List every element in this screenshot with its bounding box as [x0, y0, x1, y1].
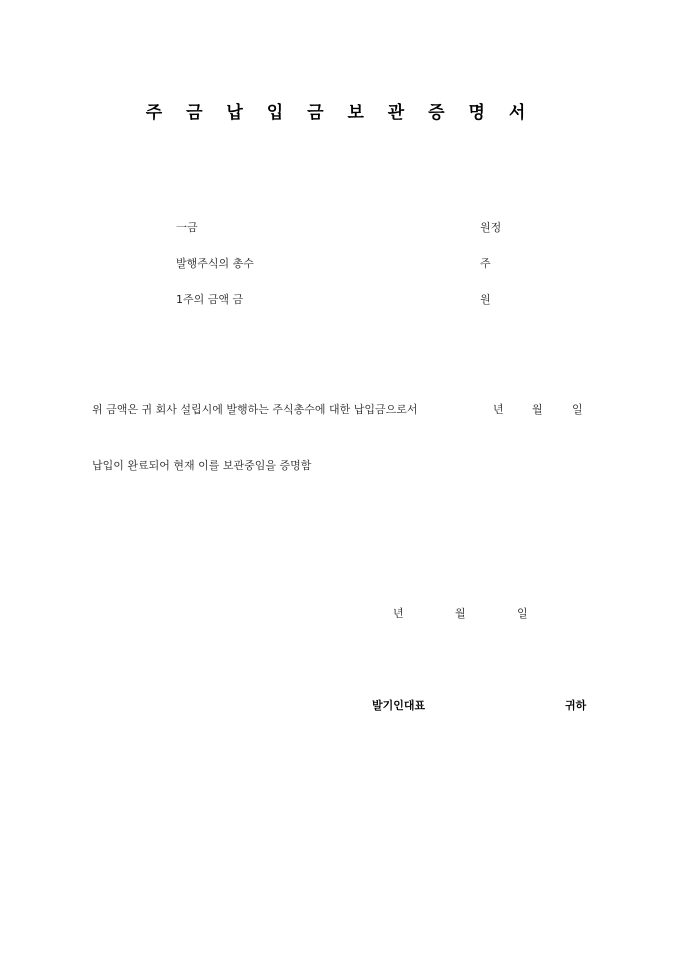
field-unit-share-price: 원: [480, 293, 491, 306]
field-unit-amount: 원정: [480, 221, 502, 234]
statement-day-label: 일: [572, 403, 583, 416]
statement-year-label: 년: [493, 403, 504, 416]
statement-month-label: 월: [532, 403, 543, 416]
issue-month-label: 월: [455, 607, 466, 620]
document-title: 주 금 납 입 금 보 관 증 명 서: [145, 103, 535, 123]
recipient-label: 귀하: [565, 699, 587, 712]
statement-line-1: 위 금액은 귀 회사 설립시에 발행하는 주식총수에 대한 납입금으로서: [92, 403, 418, 416]
field-label-share-price: 1주의 금액 금: [176, 293, 244, 306]
issue-year-label: 년: [393, 607, 404, 620]
issuer-label: 발기인대표: [372, 699, 426, 712]
field-unit-total-shares: 주: [480, 257, 491, 270]
statement-line-2: 납입이 완료되어 현재 이를 보관중임을 증명함: [92, 459, 312, 472]
issue-day-label: 일: [517, 607, 528, 620]
field-label-amount: 一금: [176, 221, 198, 234]
field-label-total-shares: 발행주식의 총수: [176, 257, 254, 270]
